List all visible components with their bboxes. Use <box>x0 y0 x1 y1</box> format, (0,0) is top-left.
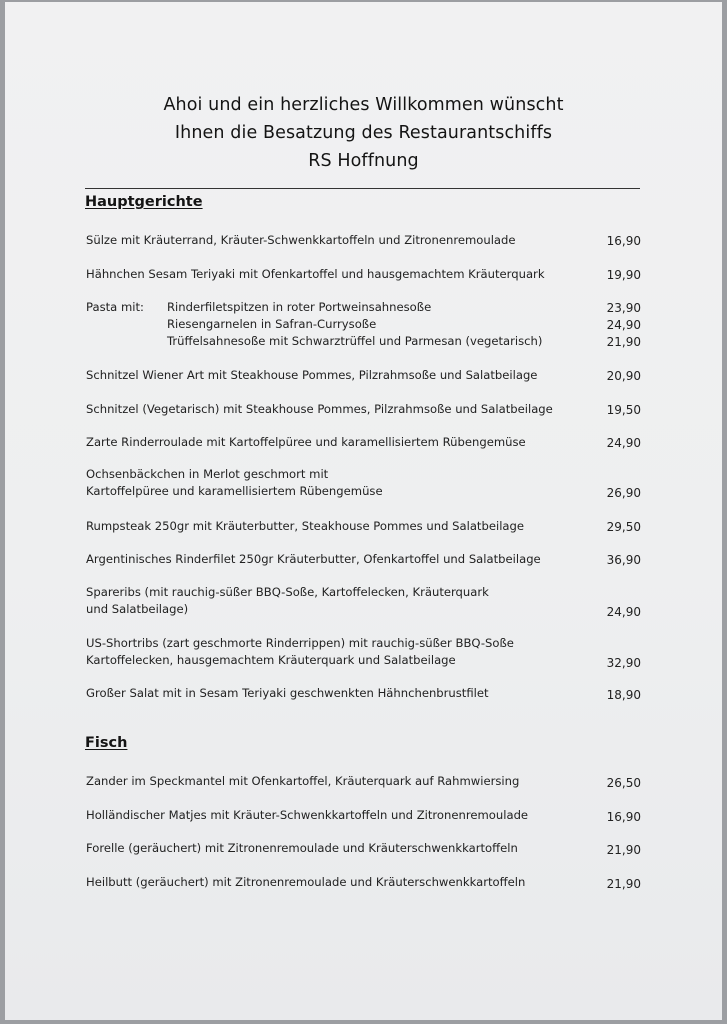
item-description: Spareribs (mit rauchig-süßer BBQ-Soße, Kartoffelecken, Kräuterquark <box>86 585 489 599</box>
item-price: 36,90 <box>606 553 641 567</box>
item-price: 26,90 <box>606 486 641 500</box>
section-title-fisch: Fisch <box>85 735 128 751</box>
item-price: 24,90 <box>606 605 641 619</box>
item-price: 32,90 <box>606 656 641 670</box>
pasta-option-price: 21,90 <box>606 335 641 349</box>
header-line-3: RS Hoffnung <box>308 151 419 171</box>
item-description: Holländischer Matjes mit Kräuter-Schwenkkartoffeln und Zitronenremoulade <box>86 808 529 822</box>
pasta-option: Riesengarnelen in Safran-Currysoße <box>167 317 377 331</box>
section-title-hauptgerichte: Hauptgerichte <box>85 194 203 210</box>
pasta-option: Rinderfiletspitzen in roter Portweinsahnesoße <box>167 300 432 314</box>
header-divider <box>85 188 640 189</box>
item-description: Rumpsteak 250gr mit Kräuterbutter, Steakhouse Pommes und Salatbeilage <box>86 519 525 533</box>
item-description: Zarte Rinderroulade mit Kartoffelpüree und karamellisiertem Rübengemüse <box>86 435 526 449</box>
pasta-option-price: 23,90 <box>606 301 641 315</box>
item-description: Ochsenbäckchen in Merlot geschmort mit <box>86 467 329 481</box>
item-description: Forelle (geräuchert) mit Zitronenremoulade und Kräuterschwenkkartoffeln <box>86 841 518 855</box>
item-price: 21,90 <box>606 877 641 891</box>
item-price: 29,50 <box>606 520 641 534</box>
item-description: Heilbutt (geräuchert) mit Zitronenremoulade und Kräuterschwenkkartoffeln <box>86 875 526 889</box>
pasta-option: Trüffelsahnesoße mit Schwarztrüffel und Parmesan (vegetarisch) <box>167 334 543 348</box>
header-line-2: Ihnen die Besatzung des Restaurantschiffs <box>174 123 553 143</box>
item-description-line-2: und Salatbeilage) <box>86 602 189 616</box>
menu-sheet <box>5 2 722 1020</box>
item-description: Großer Salat mit in Sesam Teriyaki geschwenkten Hähnchenbrustfilet <box>86 686 489 700</box>
item-description: Sülze mit Kräuterrand, Kräuter-Schwenkkartoffeln und Zitronenremoulade <box>86 233 516 247</box>
item-description: US-Shortribs (zart geschmorte Rinderrippen) mit rauchig-süßer BBQ-Soße <box>86 636 514 650</box>
item-description-line-2: Kartoffelecken, hausgemachtem Kräuterquark und Salatbeilage <box>86 653 456 667</box>
item-price: 20,90 <box>606 369 641 383</box>
item-price: 16,90 <box>606 234 641 248</box>
item-price: 19,50 <box>606 403 641 417</box>
item-description: Argentinisches Rinderfilet 250gr Kräuterbutter, Ofenkartoffel und Salatbeilage <box>86 552 541 566</box>
item-description-line-2: Kartoffelpüree und karamellisiertem Rübengemüse <box>86 484 383 498</box>
menu-item-pasta <box>86 299 641 351</box>
item-description: Schnitzel (Vegetarisch) mit Steakhouse Pommes, Pilzrahmsoße und Salatbeilage <box>86 402 553 416</box>
pasta-option-price: 24,90 <box>606 318 641 332</box>
item-price: 24,90 <box>606 436 641 450</box>
header-line-1: Ahoi und ein herzliches Willkommen wünscht <box>163 95 564 115</box>
item-price: 18,90 <box>606 688 641 702</box>
menu-header <box>5 91 722 175</box>
item-description: Hähnchen Sesam Teriyaki mit Ofenkartoffel und hausgemachtem Kräuterquark <box>86 267 545 281</box>
item-price: 16,90 <box>606 810 641 824</box>
item-price: 26,50 <box>606 776 641 790</box>
item-description: Schnitzel Wiener Art mit Steakhouse Pommes, Pilzrahmsoße und Salatbeilage <box>86 368 538 382</box>
item-description: Zander im Speckmantel mit Ofenkartoffel, Kräuterquark auf Rahmwiersing <box>86 774 520 788</box>
pasta-label: Pasta mit: <box>86 300 144 314</box>
item-price: 21,90 <box>606 843 641 857</box>
item-price: 19,90 <box>606 268 641 282</box>
